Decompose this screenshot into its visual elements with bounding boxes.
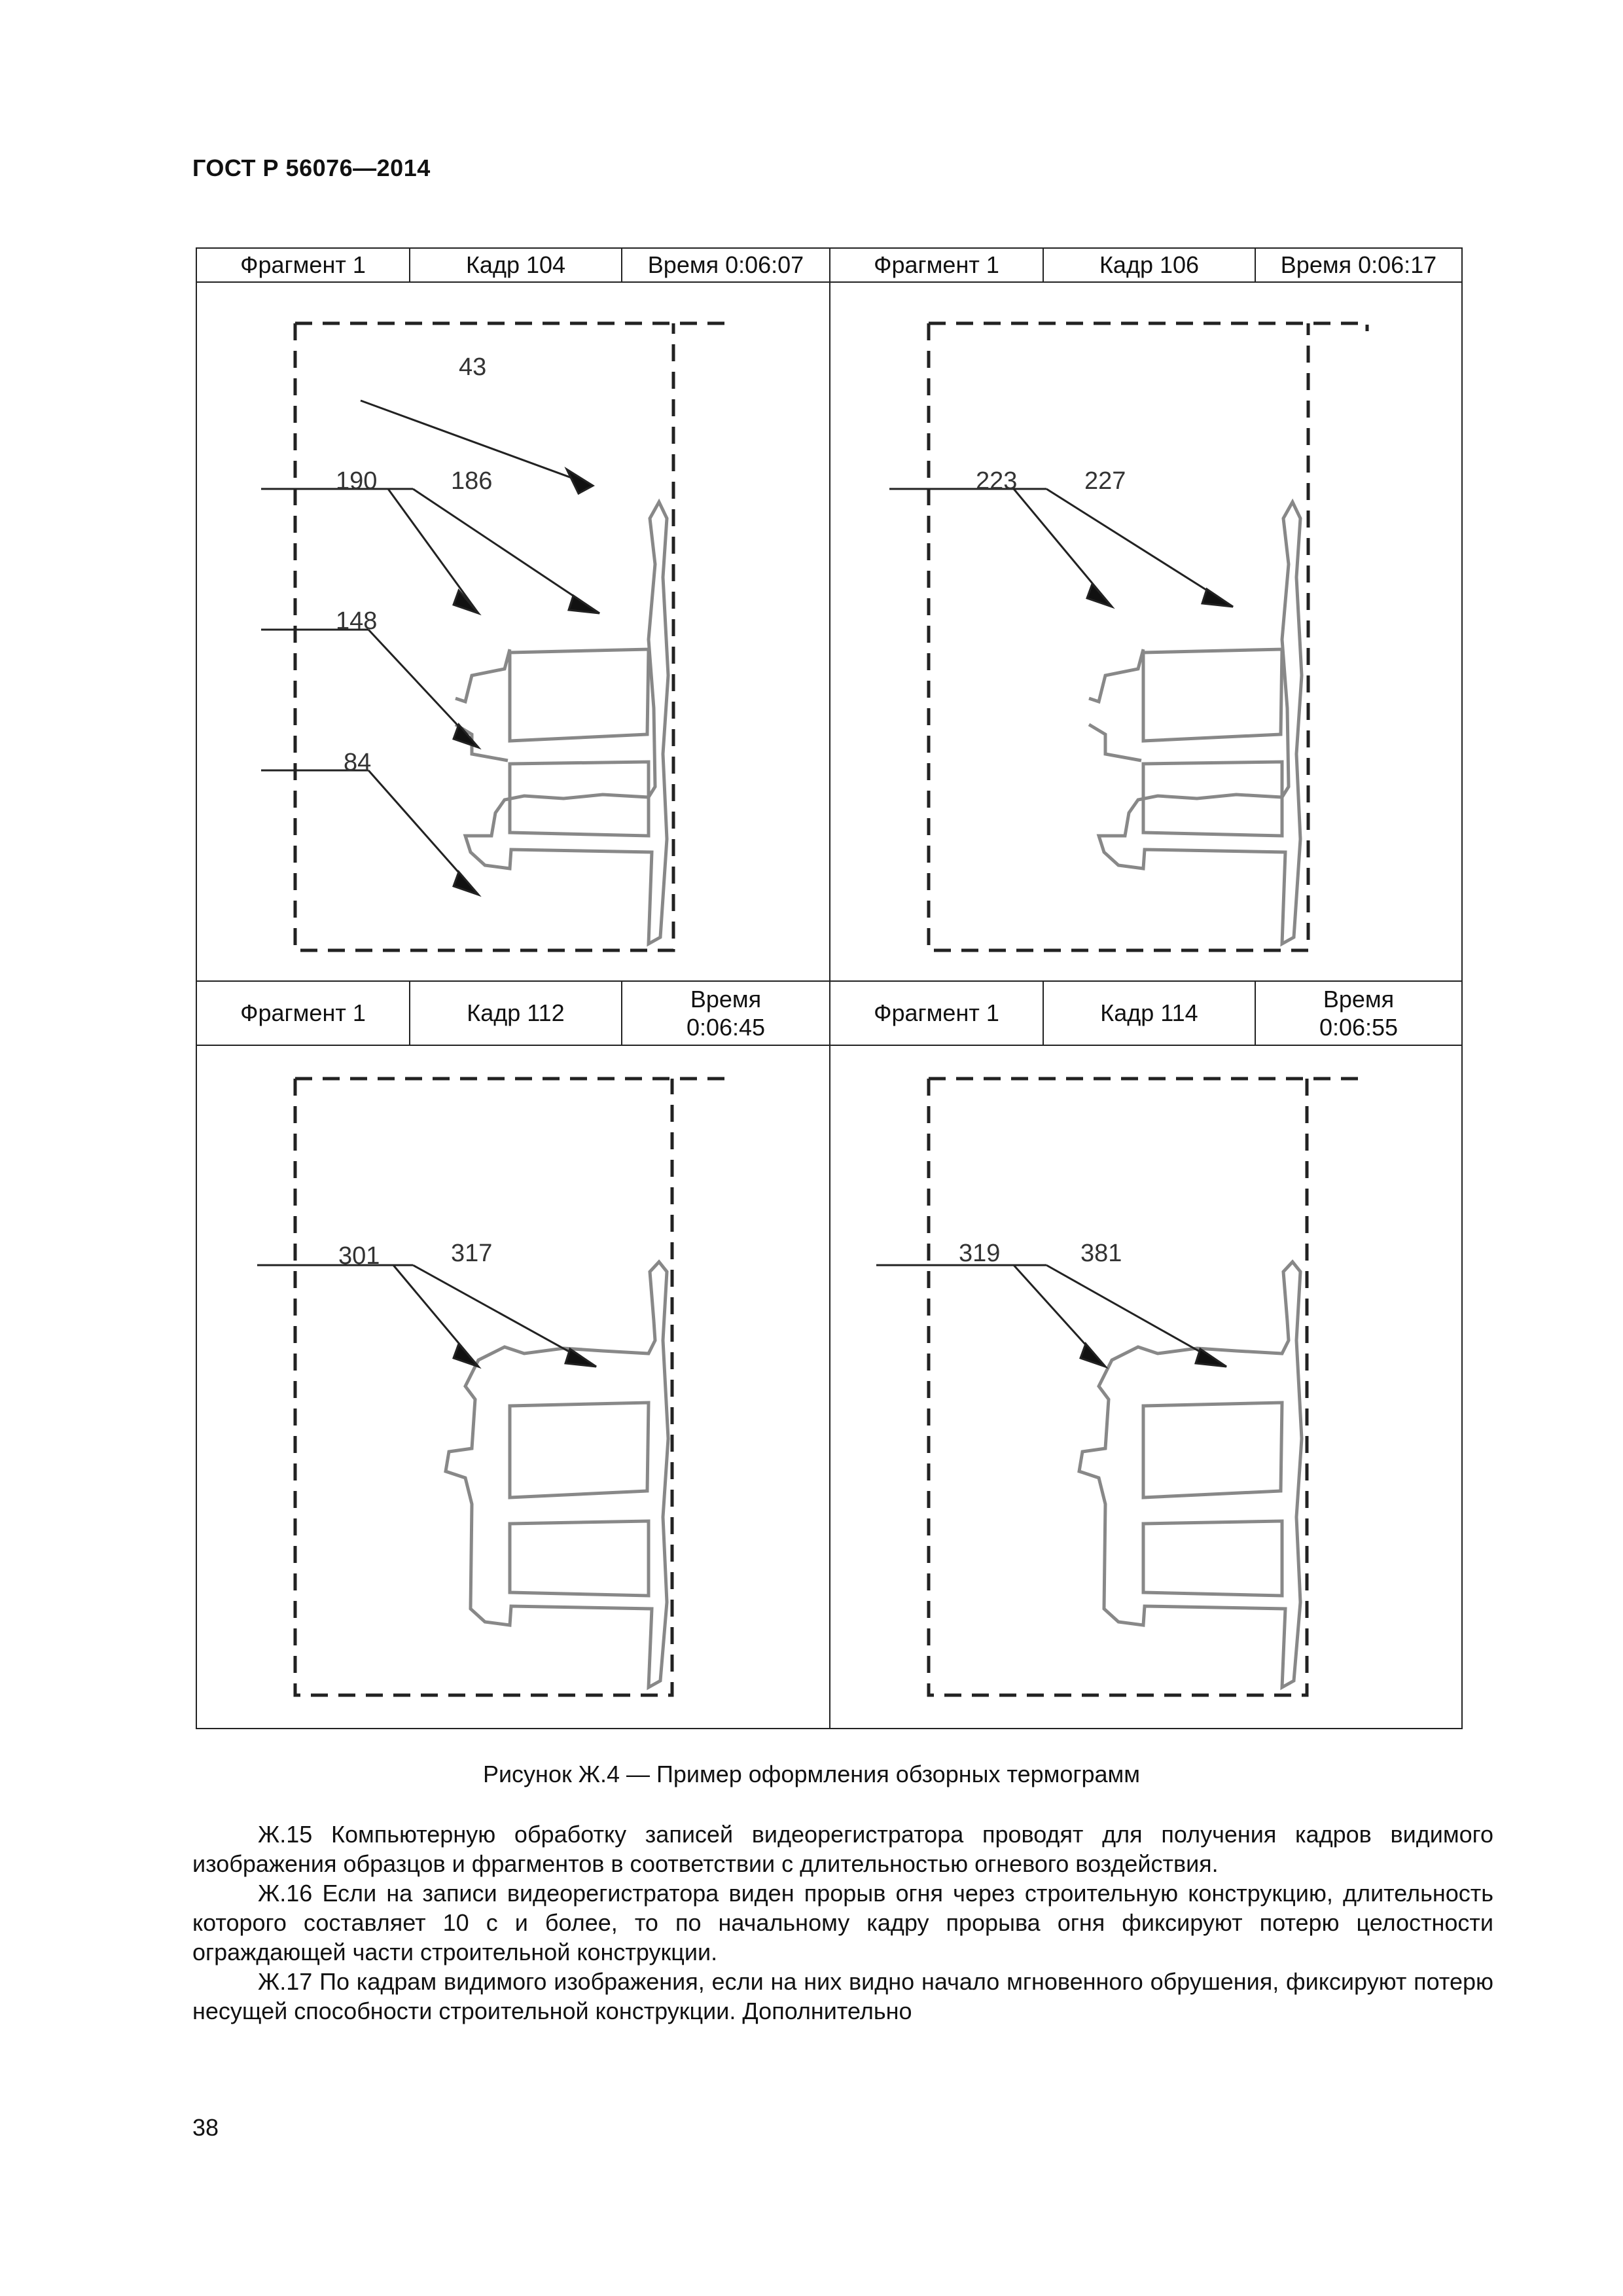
time-text: Время 0:06:45	[686, 985, 766, 1041]
paragraph: Ж.15 Компьютерную обработку записей видеорегистратора проводят для получения кадров видимого изображения образцов и фрагментов в соответствии с длительностью огневого воздействия.	[192, 1821, 1493, 1877]
point-label: 84	[344, 749, 372, 776]
paragraph: Ж.16 Если на записи видеорегистратора виден прорыв огня через строительную конструкцию, длительность которого составляет 10 с и более, то по начальному кадру прорыва огня фиксируют потерю целостности ограждающей части строительной конструкции.	[192, 1880, 1493, 1965]
frame-cell: Кадр 112	[410, 982, 622, 1046]
point-label: 317	[451, 1240, 493, 1267]
time-cell	[1256, 982, 1461, 1046]
fragment-text: Фрагмент 1	[874, 999, 999, 1027]
figure-caption: Рисунок Ж.4 — Пример оформления обзорных термограмм	[482, 1761, 1141, 1787]
paragraph: Ж.17 По кадрам видимого изображения, если на них видно начало мгновенного обрушения, фиксируют потерю несущей способности строительной конструкции. Дополнительно	[192, 1968, 1493, 2024]
point-label: 301	[338, 1242, 380, 1270]
thermogram-drawing	[830, 1046, 1461, 1727]
time-cell	[622, 982, 830, 1046]
point-label: 186	[451, 467, 493, 495]
frame-cell: Кадр 114	[1044, 982, 1256, 1046]
fragment-cell	[830, 982, 1044, 1046]
frame-cell: Кадр 104	[410, 249, 622, 283]
point-label: 319	[959, 1240, 1001, 1267]
point-label: 381	[1080, 1240, 1122, 1267]
row2-header	[197, 982, 1461, 1046]
thermogram-frame-104	[197, 283, 830, 982]
thermogram-figure-table	[196, 247, 1463, 1729]
fragment-cell: Фрагмент 1	[830, 249, 1044, 283]
time-cell: Время 0:06:07	[622, 249, 830, 283]
thermogram-drawing	[830, 283, 1461, 980]
thermogram-frame-112	[197, 1046, 830, 1728]
point-label: 223	[976, 467, 1018, 495]
time-cell: Время 0:06:17	[1256, 249, 1461, 283]
document-header: ГОСТ Р 56076—2014	[192, 154, 431, 181]
page-number: 38	[192, 2114, 219, 2141]
thermogram-frame-106	[830, 283, 1461, 982]
body-text	[192, 1820, 1493, 2026]
frame-cell: Кадр 106	[1044, 249, 1256, 283]
fragment-cell: Фрагмент 1	[197, 249, 410, 283]
thermogram-frame-114	[830, 1046, 1461, 1728]
fragment-cell	[197, 982, 410, 1046]
thermogram-drawing	[197, 283, 829, 980]
time-text: Время 0:06:55	[1319, 985, 1399, 1041]
point-label: 190	[336, 467, 378, 495]
point-label: 227	[1084, 467, 1126, 495]
thermogram-drawing	[197, 1046, 829, 1727]
row1-header	[197, 249, 1461, 283]
point-label: 43	[459, 353, 487, 381]
fragment-text: Фрагмент 1	[240, 999, 366, 1027]
point-label: 148	[336, 607, 378, 635]
